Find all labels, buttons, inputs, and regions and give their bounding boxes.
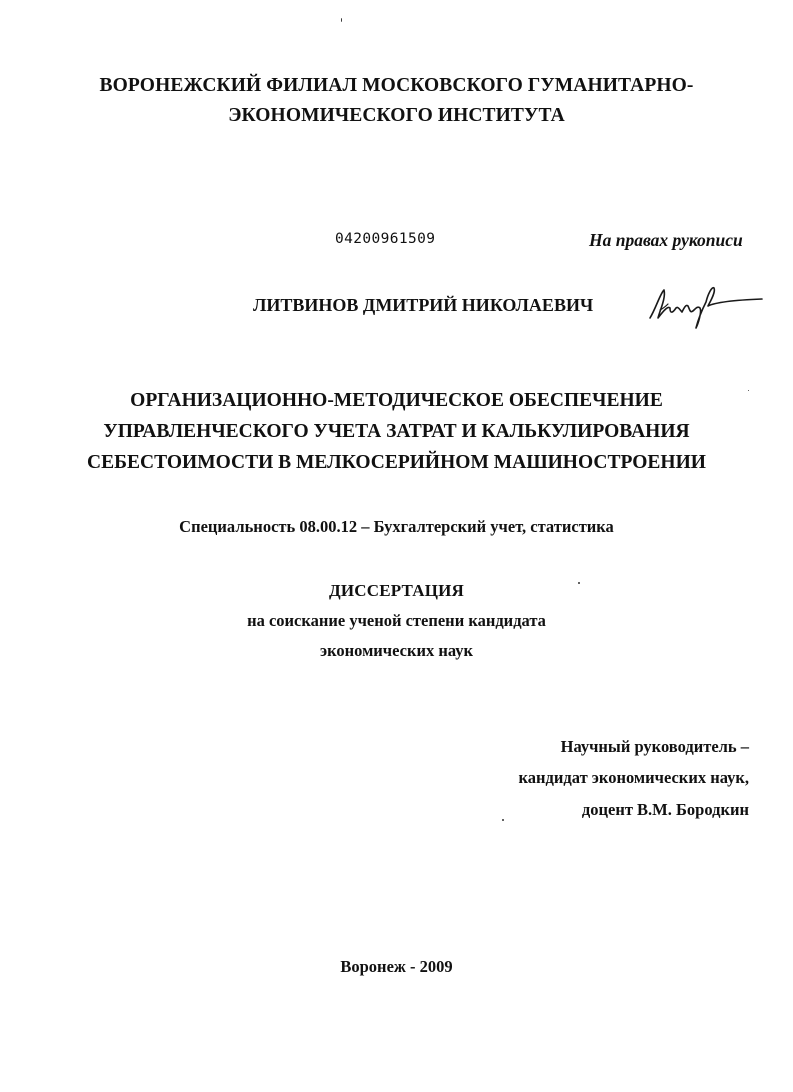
handwritten-signature [646,280,764,330]
specialty: Специальность 08.00.12 – Бухгалтерский учет, статистика [179,517,614,536]
city-year: Воронеж - 2009 [340,957,453,976]
dissertation-degree-line-1: на соискание ученой степени кандидата [247,611,546,630]
thesis-title-line-3: СЕБЕСТОИМОСТИ В МЕЛКОСЕРИЙНОМ МАШИНОСТРОЕНИИ [87,452,706,473]
dissertation-degree-line-2: экономических наук [319,641,474,660]
supervisor-label: Научный руководитель – [560,737,749,756]
thesis-title-line-1: ОРГАНИЗАЦИОННО-МЕТОДИЧЕСКОЕ ОБЕСПЕЧЕНИЕ [130,390,663,411]
institute-name-line-2: ЭКОНОМИЧЕСКОГО ИНСТИТУТА [228,105,565,126]
dissertation-heading: ДИССЕРТАЦИЯ [328,581,465,600]
supervisor-degree: кандидат экономических наук, [518,768,749,787]
scan-speck [341,18,342,22]
institute-name-line-1: ВОРОНЕЖСКИЙ ФИЛИАЛ МОСКОВСКОГО ГУМАНИТАРНО- [99,75,694,96]
rights-note: На правах рукописи [589,230,743,250]
supervisor-name: доцент В.М. Бородкин [581,800,749,819]
document-number: 04200961509 [335,231,436,247]
scan-speck [502,819,504,821]
thesis-title-line-2: УПРАВЛЕНЧЕСКОГО УЧЕТА ЗАТРАТ И КАЛЬКУЛИРОВАНИЯ [103,421,690,442]
author-name: ЛИТВИНОВ ДМИТРИЙ НИКОЛАЕВИЧ [253,295,594,315]
